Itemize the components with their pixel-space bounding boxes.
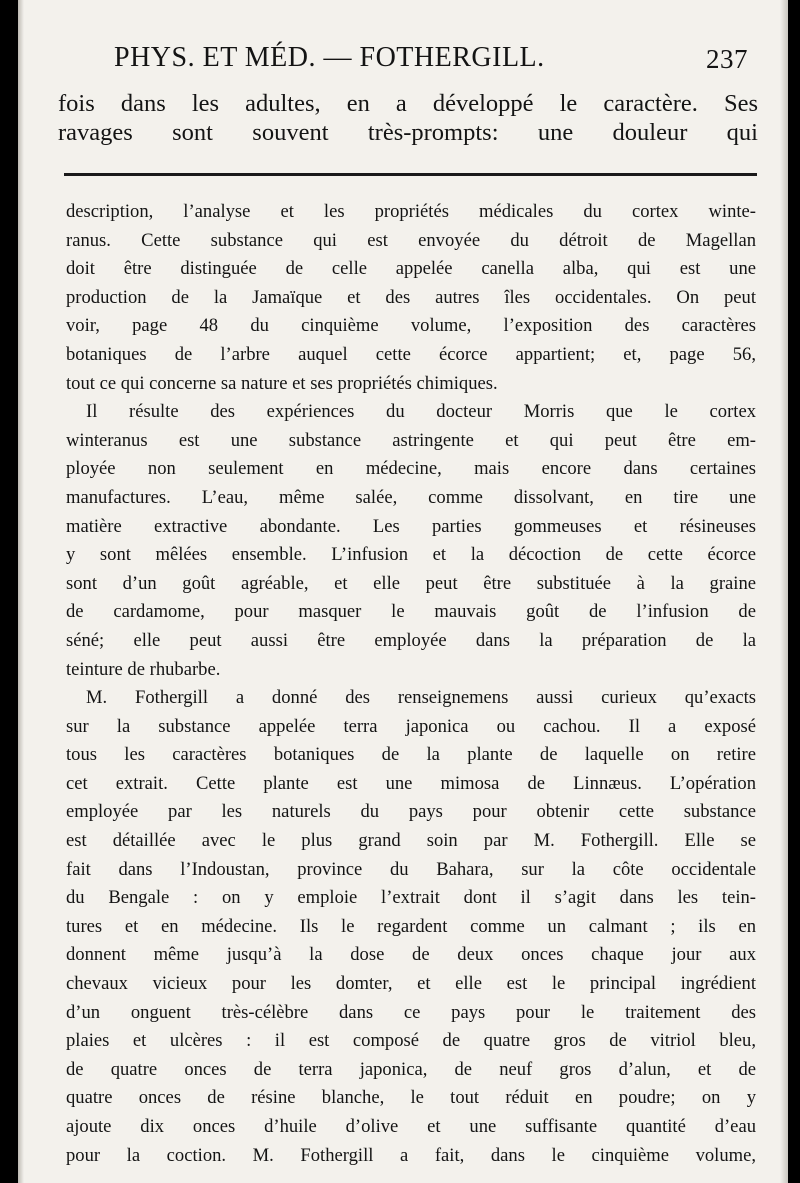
- text-line: de cardamome, pour masquer le mauvais goût de l’infusion de: [66, 601, 756, 623]
- text-line: cet extrait. Cette plante est une mimosa de Linnæus. L’opération: [66, 772, 756, 794]
- text-line: employée par les naturels du pays pour obtenir cette substance: [66, 801, 756, 823]
- text-line: donnent même jusqu’à la dose de deux onces chaque jour aux: [66, 944, 756, 966]
- text-line: botaniques de l’arbre auquel cette écorce appartient; et, page 56,: [66, 343, 756, 365]
- text-line: séné; elle peut aussi être employée dans la préparation de la: [66, 629, 756, 651]
- main-text-continuation: [58, 88, 758, 145]
- page-number: 237: [706, 44, 748, 74]
- text-line: Il résulte des expériences du docteur Morris que le cortex: [86, 401, 756, 423]
- text-line: tures et en médecine. Ils le regardent comme un calmant ; ils en: [66, 915, 756, 937]
- text-line: M. Fothergill a donné des renseignemens aussi curieux qu’exacts: [86, 687, 756, 709]
- text-line: pour la coction. M. Fothergill a fait, dans le cinquième volume,: [66, 1144, 756, 1166]
- text-line: doit être distinguée de celle appelée canella alba, qui est une: [66, 258, 756, 280]
- text-line: ployée non seulement en médecine, mais encore dans certaines: [66, 458, 756, 480]
- main-text-line: fois dans les adultes, en a développé le caractère. Ses: [58, 90, 758, 117]
- text-line: description, l’analyse et les propriétés médicales du cortex winte-: [66, 201, 756, 222]
- running-head: [18, 42, 788, 78]
- main-text-line: ravages sont souvent très-prompts: une douleur qui: [58, 118, 758, 146]
- text-line: plaies et ulcères : il est composé de quatre gros de vitriol bleu,: [66, 1030, 756, 1052]
- text-line: fait dans l’Indoustan, province du Bahara, sur la côte occidentale: [66, 858, 756, 880]
- text-line: matière extractive abondante. Les parties gommeuses et résineuses: [66, 515, 756, 537]
- paragraph-terra-japonica: [66, 684, 756, 1170]
- text-line: voir, page 48 du cinquième volume, l’exposition des caractères: [66, 315, 756, 337]
- text-line: teinture de rhubarbe.: [66, 658, 221, 680]
- text-line: production de la Jamaïque et des autres îles occidentales. On peut: [66, 286, 756, 308]
- page-edge-shadow: [780, 0, 788, 1183]
- text-line: quatre onces de résine blanche, le tout réduit en poudre; on y: [66, 1087, 756, 1109]
- footnote-text: [66, 198, 756, 1170]
- text-line: est détaillée avec le plus grand soin par M. Fothergill. Elle se: [66, 830, 756, 852]
- text-line: de quatre onces de terra japonica, de neuf gros d’alun, et de: [66, 1058, 756, 1080]
- text-line: winteranus est une substance astringente et qui peut être em-: [66, 429, 756, 451]
- text-line: du Bengale : on y emploie l’extrait dont il s’agit dans les tein-: [66, 887, 756, 909]
- text-line: d’un onguent très-célèbre dans ce pays pour le traitement des: [66, 1001, 756, 1023]
- text-line: tous les caractères botaniques de la plante de laquelle on retire: [66, 744, 756, 766]
- text-line: tout ce qui concerne sa nature et ses propriétés chimiques.: [66, 372, 498, 394]
- page-gutter-shadow: [18, 0, 24, 1183]
- running-head-title: PHYS. ET MÉD. — FOTHERGILL.: [114, 42, 545, 73]
- footnote-separator-rule: [64, 173, 757, 176]
- book-page: [18, 0, 788, 1183]
- text-line: sur la substance appelée terra japonica ou cachou. Il a exposé: [66, 715, 756, 737]
- text-line: manufactures. L’eau, même salée, comme dissolvant, en tire une: [66, 486, 756, 508]
- text-line: ranus. Cette substance qui est envoyée du détroit de Magellan: [66, 229, 756, 251]
- text-line: y sont mêlées ensemble. L’infusion et la décoction de cette écorce: [66, 544, 756, 566]
- paragraph-cortex-description: [66, 198, 756, 398]
- text-line: sont d’un goût agréable, et elle peut être substituée à la graine: [66, 572, 756, 594]
- text-line: chevaux vicieux pour les domter, et elle est le principal ingrédient: [66, 973, 756, 995]
- paragraph-morris-experiments: [66, 398, 756, 684]
- text-line: ajoute dix onces d’huile d’olive et une suffisante quantité d’eau: [66, 1116, 756, 1137]
